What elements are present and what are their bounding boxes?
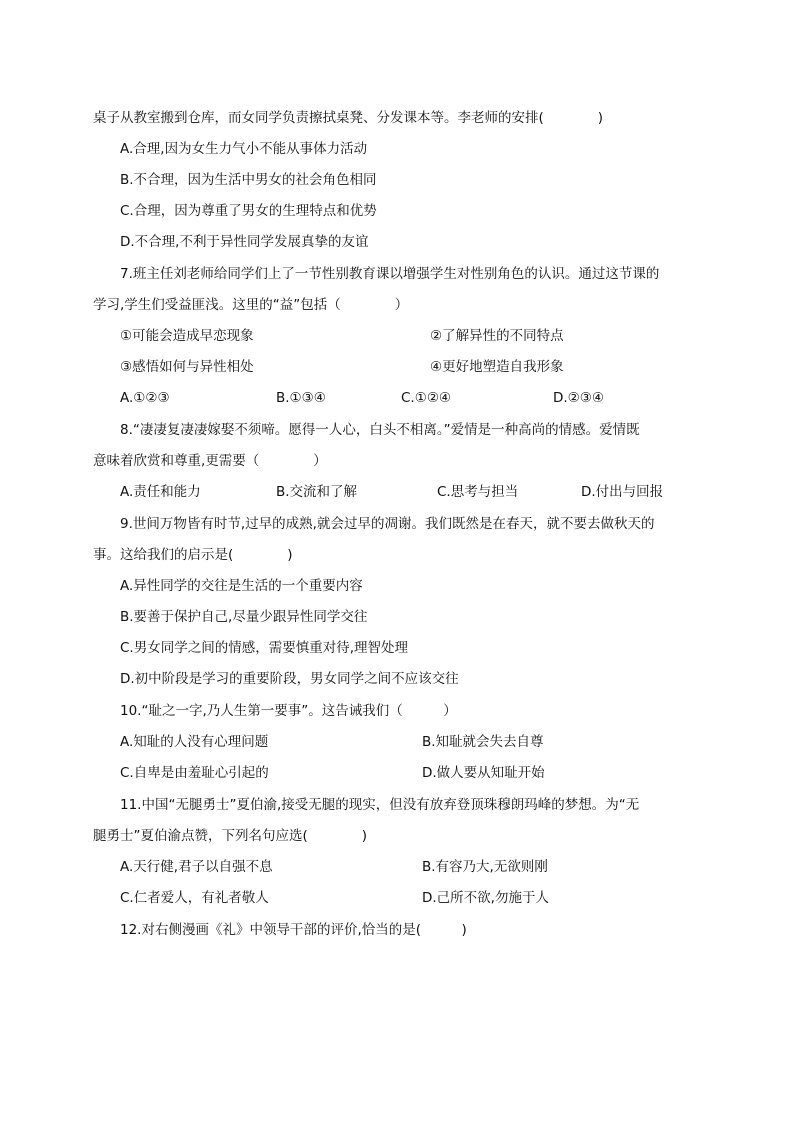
q7-option-a: A.①②③ (120, 390, 170, 406)
q7-stem-line2: 学习,学生们受益匪浅。这里的“益”包括（ ） (93, 297, 409, 313)
q10-stem: 10.“耻之一字,乃人生第一要事”。这告诫我们（ ） (120, 703, 457, 719)
q8-stem-line1: 8.“凄凄复凄凄嫁娶不须啼。愿得一人心，白头不相离。”爱情是一种高尚的情感。爱情既 (120, 422, 640, 438)
q7-option-d: D.②③④ (553, 390, 604, 406)
q9-stem-line2: 事。这给我们的启示是( ) (93, 547, 293, 563)
q7-item-2: ②了解异性的不同特点 (430, 328, 564, 344)
q6-stem: 桌子从教室搬到仓库，而女同学负责擦拭桌凳、分发课本等。李老师的安排( ) (93, 110, 604, 126)
q9-option-a: A.异性同学的交往是生活的一个重要内容 (120, 578, 363, 594)
q7-item-3: ③感悟如何与异性相处 (120, 359, 254, 375)
q6-option-a: A.合理,因为女生力气小不能从事体力活动 (120, 141, 368, 157)
q6-option-b: B.不合理，因为生活中男女的社会角色相同 (120, 172, 377, 188)
q7-option-c: C.①②④ (401, 390, 452, 406)
q8-option-a: A.责任和能力 (120, 484, 201, 500)
q10-option-a: A.知耻的人没有心理问题 (120, 734, 269, 750)
q10-option-c: C.自卑是由羞耻心引起的 (120, 765, 269, 781)
q11-stem-line1: 11.中国“无腿勇士”夏伯渝,接受无腿的现实，但没有放弃登顶珠穆朗玛峰的梦想。为“无 (120, 797, 640, 813)
q11-option-d: D.己所不欲,勿施于人 (422, 890, 549, 906)
q7-option-b: B.①③④ (276, 390, 326, 406)
q12-stem: 12.对右侧漫画《礼》中领导干部的评价,恰当的是( ) (120, 922, 467, 938)
q7-item-4: ④更好地塑造自我形象 (430, 359, 564, 375)
q9-option-c: C.男女同学之间的情感，需要慎重对待,理智处理 (120, 640, 409, 656)
q6-option-d: D.不合理,不利于异性同学发展真挚的友谊 (120, 234, 369, 250)
q6-option-c: C.合理，因为尊重了男女的生理特点和优势 (120, 203, 377, 219)
q9-stem-line1: 9.世间万物皆有时节,过早的成熟,就会过早的凋谢。我们既然是在春天，就不要去做秋天的 (120, 516, 655, 532)
q7-item-1: ①可能会造成早恋现象 (120, 328, 254, 344)
q8-option-c: C.思考与担当 (437, 484, 519, 500)
q8-stem-line2: 意味着欣赏和尊重,更需要（ ） (93, 453, 327, 469)
q11-option-a: A.天行健,君子以自强不息 (120, 859, 273, 875)
q10-option-d: D.做人要从知耻开始 (422, 765, 545, 781)
q11-option-c: C.仁者爱人，有礼者敬人 (120, 890, 269, 906)
q11-stem-line2: 腿勇士”夏伯渝点赞，下列名句应选( ) (93, 828, 368, 844)
q11-option-b: B.有容乃大,无欲则刚 (422, 859, 548, 875)
q9-option-b: B.要善于保护自己,尽量少跟异性同学交往 (120, 609, 368, 625)
q9-option-d: D.初中阶段是学习的重要阶段，男女同学之间不应该交往 (120, 671, 459, 687)
q10-option-b: B.知耻就会失去自尊 (422, 734, 544, 750)
q7-stem-line1: 7.班主任刘老师给同学们上了一节性别教育课以增强学生对性别角色的认识。通过这节课的 (120, 266, 660, 282)
q8-option-d: D.付出与回报 (581, 484, 664, 500)
q8-option-b: B.交流和了解 (276, 484, 358, 500)
